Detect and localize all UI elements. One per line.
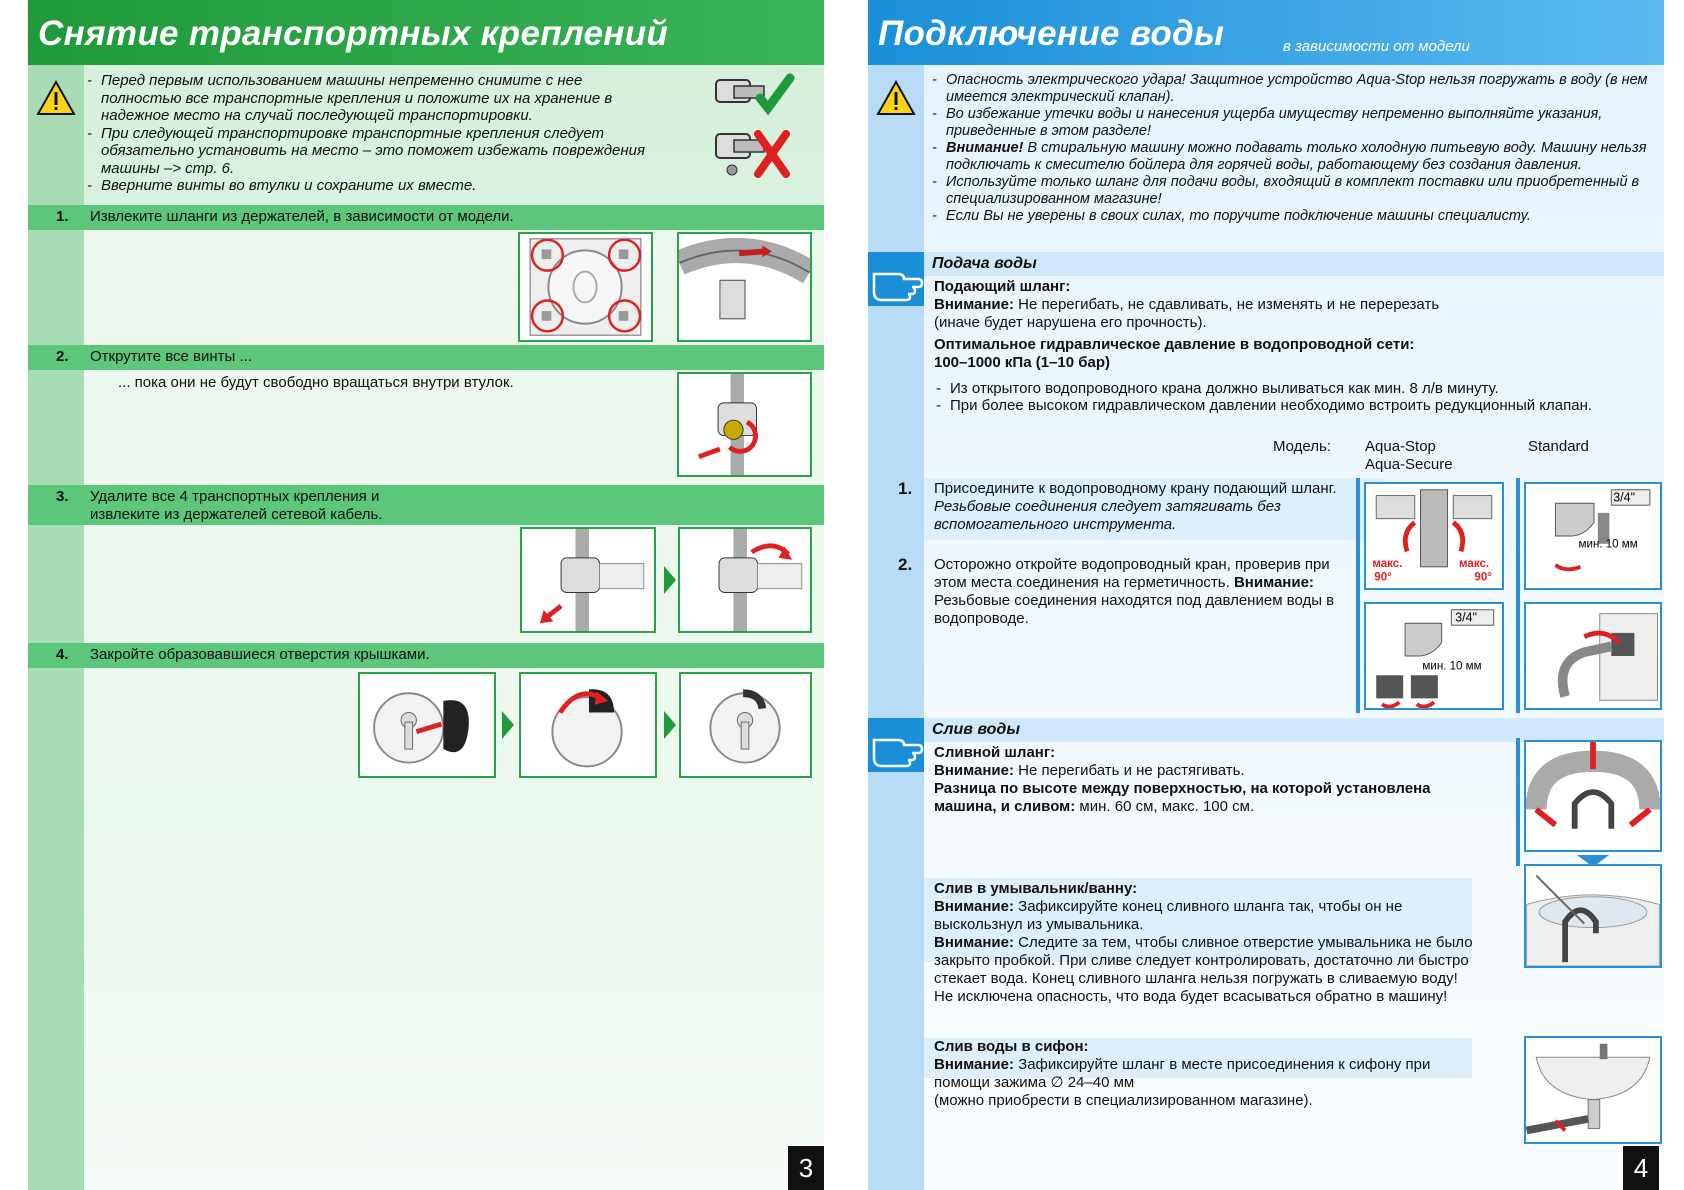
attention-label: Внимание: [934, 296, 1014, 313]
model-aqua [1365, 438, 1453, 474]
page-title: Снятие транспортных креплений [38, 14, 669, 53]
hand-pointer-icon [868, 252, 924, 306]
hose-label: Подающий шланг: [934, 278, 1071, 295]
left-page [28, 0, 824, 1190]
fig-label: мин. 10 мм [1578, 538, 1638, 551]
step-number: 2. [898, 555, 913, 574]
attention-label: Внимание: [934, 1056, 1014, 1073]
step-text: Открутите все винты ... [90, 348, 252, 365]
section-heading-supply: Подача воды [924, 252, 1664, 276]
supply-step-1 [934, 480, 1346, 534]
fig-label: 90° [1474, 571, 1492, 584]
warning-text: Во избежание утечки воды и нанесения ущерба имуществу непременно выполняйте указания, приведенные в этом разделе! [946, 106, 1603, 139]
attention-label: Внимание: [934, 898, 1014, 915]
warning-item [930, 72, 1655, 106]
height-value: мин. 60 см, макс. 100 см. [1075, 798, 1255, 815]
warning-item [930, 106, 1655, 140]
warning-item: - Перед первым использованием машины непременно снимите с нее полностью все транспортные крепления и положите их на хранение в надежное место на случай последующей транспортировки. [85, 72, 645, 125]
fig-label: 90° [1374, 571, 1392, 584]
step-3-bar [28, 485, 824, 525]
warning-icon [36, 80, 76, 116]
left-stripe [28, 65, 84, 1190]
attention-line [934, 898, 1474, 934]
basin-drain-illustration [1524, 864, 1662, 968]
pressure-title: Оптимальное гидравлическое давление в водопроводной сети: [934, 336, 1415, 353]
unscrew-illustration [677, 372, 812, 477]
step-text: Осторожно откройте водопроводный кран, проверив при этом места соединения на герметичность. [934, 556, 1330, 591]
right-title-bar [868, 0, 1664, 65]
page-number: 3 [788, 1146, 824, 1190]
hose-label: Сливной шланг: [934, 744, 1056, 761]
left-title-bar [28, 0, 824, 65]
attention-text: Зафиксируйте шланг в месте присоединения к сифону при помощи зажима ∅ 24–40 мм [934, 1056, 1431, 1091]
model-label: Модель: [1273, 438, 1332, 455]
height-line [934, 780, 1494, 816]
pressure-note: - Из открытого водопроводного крана должно выливаться как мин. 8 л/в минуту. [934, 380, 1624, 397]
model-standard: Standard [1528, 438, 1589, 455]
supply-text [934, 278, 1654, 372]
step-1-bar [28, 205, 824, 230]
warning-item: - Вверните винты во втулки и сохраните их вместе. [85, 177, 645, 195]
page-subtitle: в зависимости от модели [1283, 38, 1470, 55]
warning-icon [876, 80, 916, 116]
fig-label: 3/4" [1613, 490, 1636, 505]
warning-text: В стиральную машину можно подавать только холодную питьевую воду. Машину нельзя подключать к смесителю бойлера для горячей воды, работающему без создания давления. [946, 140, 1647, 173]
remove-cable-illustration [678, 527, 812, 633]
section-heading-drain: Слив воды [924, 718, 1664, 742]
drain-text [934, 744, 1494, 816]
remove-bolt-illustration [520, 527, 656, 633]
hose-holder-illustration [677, 232, 812, 342]
warning-item: - При следующей транспортировке транспортные крепления следует обязательно установить на место – это поможет избежать повреждения машины –> стр. 6. [85, 125, 645, 178]
fig-label: 3/4" [1455, 610, 1478, 625]
attention-text: Зафиксируйте конец сливного шланга так, чтобы он не выскользнул из умывальника. [934, 898, 1403, 933]
aquasecure-connect-illustration [1364, 602, 1504, 710]
basin-title: Слив в умывальник/ванну: [934, 880, 1138, 897]
fig-label: мин. 10 мм [1422, 660, 1482, 673]
next-arrow-icon [664, 711, 676, 739]
attention-line [934, 934, 1474, 1006]
attention-label: Внимание: [1233, 574, 1314, 591]
pressure-note: - При более высоком гидравлическом давлении необходимо встроить редукционный клапан. [934, 397, 1624, 414]
step-text [90, 488, 383, 524]
cross-icon [758, 134, 786, 174]
attention-text: Следите за тем, чтобы сливное отверстие умывальника не было закрыто пробкой. При сливе следует контролировать, достаточно ли быстро стекает вода. Конец сливного шланга нельзя погружать в сливаемую воду! Не исключена опасность, что вода будет всасываться обратно в машину! [934, 934, 1473, 1005]
drain-hose-bend-illustration [1524, 740, 1662, 852]
step-number: 1. [898, 479, 913, 498]
fig-label: макс. [1372, 557, 1403, 570]
divider-line [1516, 738, 1520, 866]
attention-line [934, 1056, 1474, 1092]
attention-text: Не перегибать и не растягивать. [1013, 762, 1245, 779]
step-2-detail: ... пока они не будут свободно вращаться внутри втулок. [118, 374, 514, 391]
warning-text: Если Вы не уверены в своих силах, то поручите подключение машины специалисту. [946, 208, 1531, 224]
step-2-bar [28, 345, 824, 370]
step-italic: Резьбовые соединения следует затягивать без вспомогательного инструмента. [934, 498, 1281, 533]
siphon-illustration [1524, 1036, 1662, 1144]
attention-label: Внимание: [934, 762, 1014, 779]
step-number: 4. [56, 646, 69, 663]
attention-text: Не перегибать, не сдавливать, не изменять и не перерезать [1013, 296, 1440, 313]
supply-step-2 [934, 556, 1344, 628]
step-text: Извлеките шланги из держателей, в зависимости от модели. [90, 208, 514, 225]
step-text-line: Удалите все 4 транспортных крепления и [90, 488, 380, 505]
pressure-value: 100–1000 кПа (1–10 бар) [934, 354, 1111, 371]
cover-done-illustration [679, 672, 812, 778]
step-text: Присоедините к водопроводному крану подающий шланг. [934, 480, 1337, 497]
machine-back-illustration [518, 232, 653, 342]
siphon-title: Слив воды в сифон: [934, 1038, 1089, 1055]
cover-insert-illustration [358, 672, 496, 778]
model-name: Aqua-Stop [1365, 438, 1436, 455]
step-number: 1. [56, 208, 69, 225]
right-page [868, 0, 1664, 1190]
warning-item [930, 208, 1655, 225]
attention-text: Резьбовые соединения находятся под давлением воды в водопроводе. [934, 592, 1335, 627]
step-number: 3. [56, 488, 69, 505]
step-text: Закройте образовавшиеся отверстия крышками. [90, 646, 430, 663]
siphon-text [934, 1038, 1474, 1110]
cover-press-illustration [519, 672, 657, 778]
aquastop-connect-illustration [1364, 482, 1504, 590]
right-stripe [868, 65, 924, 1190]
attention-line [934, 296, 1654, 314]
hand-pointer-icon [868, 718, 924, 772]
warning-item [930, 140, 1655, 174]
basin-text [934, 880, 1474, 1006]
step-text-line: извлеките из держателей сетевой кабель. [90, 506, 383, 523]
warning-text: Опасность электрического удара! Защитное устройство Aqua-Stop нельзя погружать в воду (в нем имеется электрический клапан). [946, 72, 1648, 105]
divider-line [1516, 478, 1520, 713]
step-number: 2. [56, 348, 69, 365]
machine-inlet-illustration [1524, 602, 1662, 710]
warning-list [930, 72, 1655, 225]
warning-item [930, 174, 1655, 208]
attention-line [934, 762, 1494, 780]
warning-list [85, 72, 645, 195]
height-label: Разница по высоте между поверхностью, на которой установлена машина, и сливом: [934, 780, 1431, 815]
divider-line [1356, 478, 1360, 713]
attention-label: Внимание: [934, 934, 1014, 951]
page-number: 4 [1623, 1146, 1659, 1190]
fig-label: макс. [1459, 557, 1490, 570]
model-name: Aqua-Secure [1365, 456, 1453, 473]
warning-text: Используйте только шланг для подачи воды, входящий в комплект поставки или приобретенный в специализированном магазине! [946, 174, 1640, 207]
warning-bold: Внимание! [946, 140, 1024, 156]
next-arrow-icon [502, 711, 514, 739]
ok-not-ok-illustration [708, 72, 808, 192]
step-4-bar [28, 643, 824, 668]
page-title: Подключение воды [878, 14, 1225, 53]
next-arrow-icon [664, 566, 676, 594]
pressure-notes [934, 380, 1624, 414]
standard-connect-illustration [1524, 482, 1662, 590]
siphon-note: (можно приобрести в специализированном магазине). [934, 1092, 1313, 1109]
attention-cont: (иначе будет нарушена его прочность). [934, 314, 1207, 331]
